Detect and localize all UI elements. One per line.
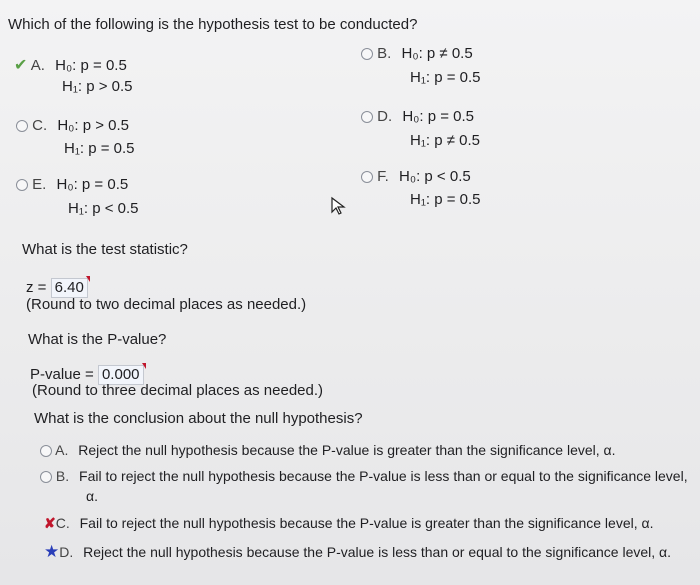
hypothesis-option-b[interactable] (361, 45, 473, 62)
option-text: Fail to reject the null hypothesis because the P-value is less than or equal to the significance level, (79, 468, 688, 484)
option-h0: H₀: p < 0.5 (399, 168, 471, 185)
hypothesis-option-e[interactable] (16, 176, 128, 193)
option-letter: E. (32, 176, 47, 193)
option-letter: C. (32, 117, 48, 134)
radio-button[interactable] (40, 445, 52, 457)
hypothesis-option-a[interactable] (14, 55, 127, 75)
option-text: Fail to reject the null hypothesis because the P-value is greater than the significance level, α. (79, 515, 654, 531)
option-letter: D. (59, 544, 74, 560)
option-text-continuation: α. (86, 488, 98, 504)
hypothesis-option-c[interactable] (16, 117, 129, 134)
conclusion-option-b[interactable] (40, 468, 688, 484)
option-letter: A. (30, 57, 45, 74)
correct-check-icon: ✔ (14, 57, 28, 74)
option-h1: H₁: p < 0.5 (68, 200, 139, 217)
z-answer-box[interactable] (51, 278, 88, 298)
radio-button[interactable] (16, 120, 28, 132)
radio-button[interactable] (361, 111, 373, 123)
p-value-label: P-value = (30, 366, 94, 383)
option-h0: H₀: p = 0.5 (402, 108, 475, 125)
conclusion-option-c[interactable] (44, 515, 653, 532)
hypothesis-option-d[interactable] (361, 108, 474, 125)
conclusion-option-d[interactable] (44, 542, 671, 562)
conclusion-question: What is the conclusion about the null hypothesis? (34, 410, 363, 427)
incorrect-x-icon: ✘ (44, 515, 56, 531)
option-h1: H₁: p = 0.5 (410, 191, 481, 208)
option-h1: H₁: p > 0.5 (62, 78, 133, 95)
option-letter: B. (55, 468, 70, 484)
option-letter: A. (55, 442, 69, 458)
mouse-cursor-icon (330, 196, 348, 216)
p-value-question: What is the P-value? (28, 331, 167, 348)
option-h1: H₁: p = 0.5 (64, 140, 135, 157)
option-text: Reject the null hypothesis because the P-value is greater than the significance level, α. (78, 442, 616, 458)
option-letter: B. (377, 45, 392, 62)
option-h0: H₀: p > 0.5 (57, 117, 130, 134)
option-h1: H₁: p ≠ 0.5 (410, 132, 480, 149)
answer-flag-icon (86, 276, 90, 282)
z-value: 6.40 (54, 279, 84, 296)
hypothesis-question: Which of the following is the hypothesis test to be conducted? (8, 16, 418, 33)
test-statistic-row (26, 278, 88, 298)
option-letter: C. (55, 515, 70, 531)
option-letter: D. (377, 108, 393, 125)
hypothesis-option-f[interactable] (361, 168, 471, 185)
radio-button[interactable] (16, 179, 28, 191)
option-text: Reject the null hypothesis because the P-value is less than or equal to the significance level, α. (83, 544, 672, 560)
p-value-hint: (Round to three decimal places as needed.) (32, 382, 324, 399)
option-h0: H₀: p = 0.5 (56, 176, 129, 193)
option-letter: F. (377, 168, 389, 185)
z-label: z = (26, 279, 47, 296)
option-h0: H₀: p = 0.5 (55, 57, 127, 74)
star-icon: ★ (44, 542, 60, 561)
test-statistic-hint: (Round to two decimal places as needed.) (26, 296, 307, 313)
conclusion-option-a[interactable] (40, 442, 616, 458)
test-statistic-question: What is the test statistic? (22, 241, 188, 258)
radio-button[interactable] (361, 48, 373, 60)
answer-flag-icon (142, 363, 146, 369)
option-h1: H₁: p = 0.5 (410, 69, 481, 86)
p-value-value: 0.000 (101, 366, 140, 383)
radio-button[interactable] (361, 171, 373, 183)
option-h0: H₀: p ≠ 0.5 (401, 45, 473, 62)
radio-button[interactable] (40, 471, 52, 483)
